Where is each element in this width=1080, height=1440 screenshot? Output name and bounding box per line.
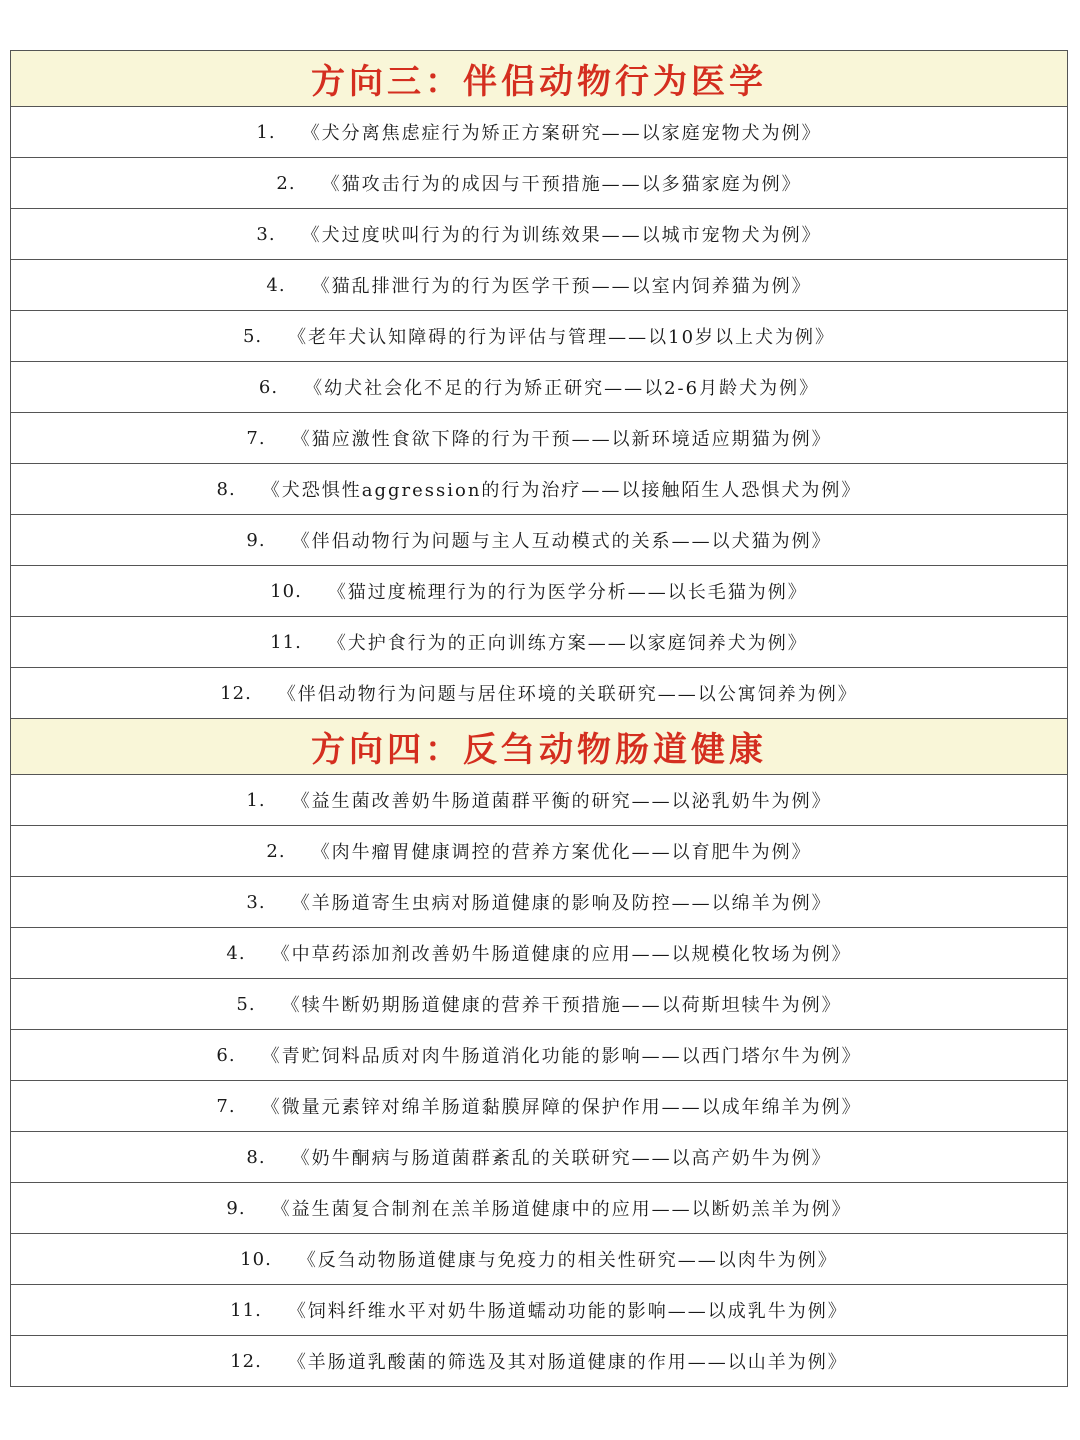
list-item	[11, 826, 1067, 877]
item-title: 《反刍动物肠道健康与免疫力的相关性研究——以肉牛为例》	[297, 1250, 838, 1271]
item-number: 10.	[270, 580, 302, 602]
item-number: 8.	[216, 478, 236, 500]
list-item	[11, 1081, 1067, 1132]
list-item	[11, 515, 1067, 566]
item-title: 《伴侣动物行为问题与居住环境的关联研究——以公寓饲养为例》	[277, 684, 858, 705]
item-number: 4.	[226, 942, 246, 964]
list-item	[11, 209, 1067, 260]
item-number: 10.	[240, 1248, 272, 1270]
item-number: 2.	[266, 840, 286, 862]
item-number: 12.	[220, 682, 252, 704]
list-item	[11, 1132, 1067, 1183]
list-item	[11, 928, 1067, 979]
item-title: 《猫过度梳理行为的行为医学分析——以长毛猫为例》	[327, 582, 808, 603]
item-title: 《益生菌改善奶牛肠道菌群平衡的研究——以泌乳奶牛为例》	[291, 791, 832, 812]
section-title: 方向三：伴侣动物行为医学	[11, 51, 1067, 107]
list-item	[11, 260, 1067, 311]
section-title: 方向四：反刍动物肠道健康	[11, 719, 1067, 775]
item-title: 《犬分离焦虑症行为矫正方案研究——以家庭宠物犬为例》	[301, 123, 822, 144]
list-item	[11, 877, 1067, 928]
item-title: 《中草药添加剂改善奶牛肠道健康的应用——以规模化牧场为例》	[271, 944, 852, 965]
list-item	[11, 775, 1067, 826]
item-number: 4.	[266, 274, 286, 296]
list-item	[11, 107, 1067, 158]
list-item	[11, 1336, 1067, 1387]
item-number: 12.	[230, 1350, 262, 1372]
item-number: 2.	[276, 172, 296, 194]
topic-list-page	[10, 50, 1068, 1387]
item-title: 《羊肠道寄生虫病对肠道健康的影响及防控——以绵羊为例》	[291, 893, 832, 914]
list-item	[11, 362, 1067, 413]
item-number: 6.	[258, 376, 279, 398]
item-title: 《猫攻击行为的成因与干预措施——以多猫家庭为例》	[321, 174, 802, 195]
list-item	[11, 158, 1067, 209]
item-number: 8.	[246, 1146, 266, 1168]
item-title: 《犬过度吠叫行为的行为训练效果——以城市宠物犬为例》	[301, 225, 822, 246]
item-number: 1.	[246, 789, 266, 811]
item-number: 5.	[236, 993, 256, 1015]
item-title: 《猫应激性食欲下降的行为干预——以新环境适应期猫为例》	[291, 429, 832, 450]
item-title: 《饲料纤维水平对奶牛肠道蠕动功能的影响——以成乳牛为例》	[287, 1301, 848, 1322]
item-title: 《老年犬认知障碍的行为评估与管理——以10岁以上犬为例》	[288, 327, 836, 348]
item-number: 1.	[256, 121, 276, 143]
list-item	[11, 1030, 1067, 1081]
item-title: 《肉牛瘤胃健康调控的营养方案优化——以育肥牛为例》	[311, 842, 812, 863]
item-title: 《奶牛酮病与肠道菌群紊乱的关联研究——以高产奶牛为例》	[291, 1148, 832, 1169]
item-title: 《猫乱排泄行为的行为医学干预——以室内饲养猫为例》	[311, 276, 812, 297]
item-title: 《犬护食行为的正向训练方案——以家庭饲养犬为例》	[327, 633, 808, 654]
item-number: 7.	[216, 1095, 236, 1117]
list-item	[11, 311, 1067, 362]
item-number: 3.	[246, 891, 266, 913]
item-title: 《益生菌复合制剂在羔羊肠道健康中的应用——以断奶羔羊为例》	[271, 1199, 852, 1220]
item-number: 11.	[230, 1299, 262, 1321]
topic-table	[10, 50, 1068, 1387]
item-number: 7.	[246, 427, 266, 449]
item-title: 《微量元素锌对绵羊肠道黏膜屏障的保护作用——以成年绵羊为例》	[261, 1097, 862, 1118]
list-item	[11, 1234, 1067, 1285]
list-item	[11, 979, 1067, 1030]
list-item	[11, 1285, 1067, 1336]
item-number: 3.	[256, 223, 276, 245]
list-item	[11, 566, 1067, 617]
item-title: 《羊肠道乳酸菌的筛选及其对肠道健康的作用——以山羊为例》	[287, 1352, 848, 1373]
item-number: 6.	[216, 1044, 236, 1066]
item-title: 《犬恐惧性aggression的行为治疗——以接触陌生人恐惧犬为例》	[261, 480, 862, 501]
item-title: 《犊牛断奶期肠道健康的营养干预措施——以荷斯坦犊牛为例》	[281, 995, 842, 1016]
item-title: 《青贮饲料品质对肉牛肠道消化功能的影响——以西门塔尔牛为例》	[261, 1046, 862, 1067]
item-title: 《幼犬社会化不足的行为矫正研究——以2-6月龄犬为例》	[304, 378, 820, 399]
list-item	[11, 1183, 1067, 1234]
list-item	[11, 617, 1067, 668]
item-title: 《伴侣动物行为问题与主人互动模式的关系——以犬猫为例》	[291, 531, 832, 552]
list-item	[11, 668, 1067, 719]
item-number: 5.	[242, 325, 263, 347]
item-number: 11.	[270, 631, 302, 653]
item-number: 9.	[226, 1197, 246, 1219]
item-number: 9.	[246, 529, 266, 551]
list-item	[11, 464, 1067, 515]
list-item	[11, 413, 1067, 464]
